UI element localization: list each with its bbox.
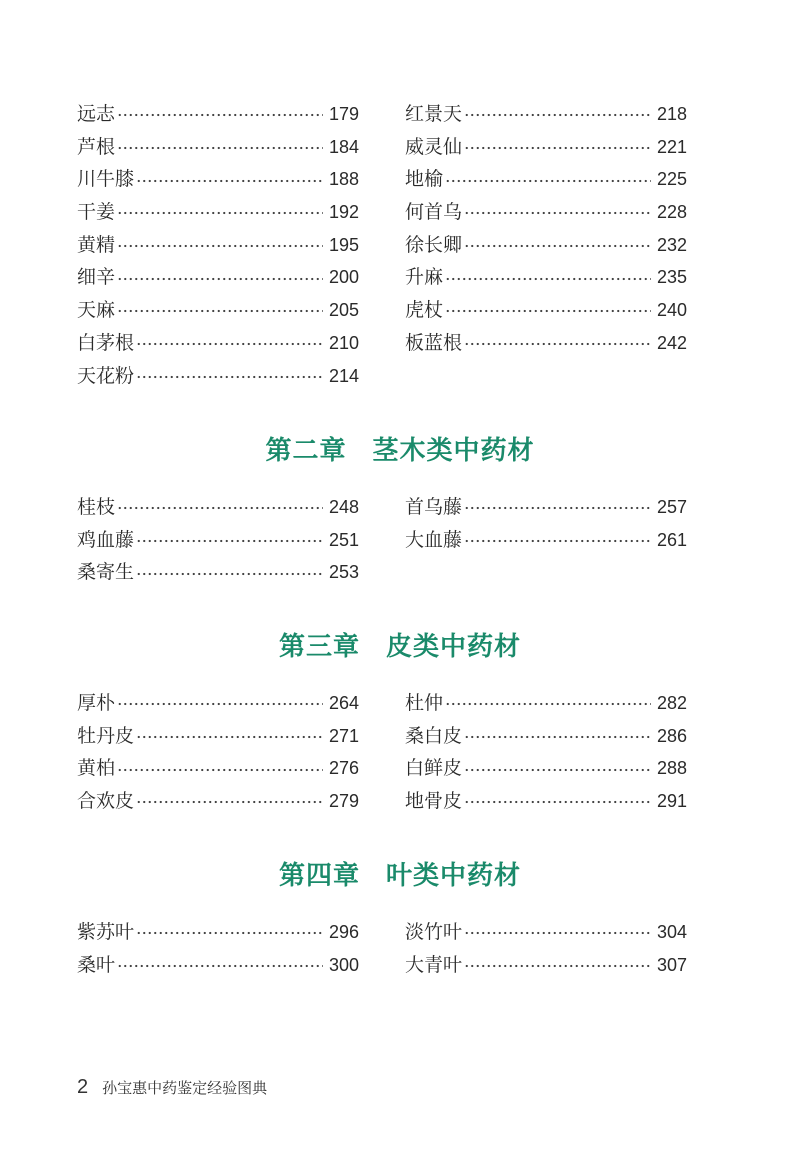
toc-entry[interactable] [405, 230, 687, 263]
toc-entry[interactable] [77, 917, 359, 950]
toc-entry-name: 合欢皮 [77, 790, 135, 813]
toc-entry[interactable] [77, 688, 359, 721]
toc-entry-name: 杜仲 [405, 692, 444, 714]
chapter-heading-2[interactable] [0, 430, 800, 467]
dot-leader [136, 375, 323, 379]
toc-entry-name: 桑叶 [77, 953, 116, 976]
toc-entry-name: 白茅根 [77, 331, 135, 354]
dot-leader [117, 146, 323, 150]
toc-entry-name: 地骨皮 [405, 790, 463, 813]
toc-entry-name: 何首乌 [405, 201, 463, 224]
toc-entry-page: 296 [328, 922, 359, 942]
toc-entry-page: 271 [328, 725, 359, 746]
toc-entry-name: 厚朴 [77, 692, 116, 714]
toc-entry[interactable] [77, 132, 359, 165]
toc-entry-name: 白鲜皮 [405, 757, 463, 780]
dot-leader [464, 800, 651, 804]
toc-entry-page: 264 [328, 693, 359, 713]
toc-entry[interactable] [77, 230, 359, 263]
chapter-heading-3[interactable] [0, 626, 800, 663]
footer-book-title: 孙宝惠中药鉴定经验图典 [102, 1079, 268, 1097]
dot-leader [464, 735, 651, 739]
dot-leader [464, 342, 651, 346]
chapter-title: 皮类中药材 [386, 632, 522, 662]
toc-entry[interactable] [405, 492, 687, 525]
toc-entry[interactable] [405, 525, 687, 558]
dot-leader [117, 309, 323, 313]
dot-leader [136, 800, 323, 804]
toc-entry-page: 257 [656, 497, 687, 517]
toc-entry[interactable] [77, 492, 359, 525]
toc-entry-page: 307 [656, 954, 687, 975]
toc-column-right [405, 688, 687, 819]
toc-entry-page: 195 [328, 234, 359, 255]
dot-leader [445, 702, 651, 706]
toc-entry[interactable] [77, 786, 359, 819]
dot-leader [464, 964, 651, 968]
toc-entry-page: 240 [656, 300, 687, 321]
dot-leader [464, 506, 651, 510]
toc-entry[interactable] [405, 295, 687, 328]
dot-leader [464, 931, 651, 935]
toc-column-right [405, 492, 687, 590]
dot-leader [117, 768, 323, 772]
toc-entry-page: 282 [656, 693, 687, 713]
toc-entry-page: 304 [656, 922, 687, 942]
toc-entry-name: 桑白皮 [405, 724, 463, 747]
toc-entry-name: 虎杖 [405, 299, 444, 322]
dot-leader [136, 931, 323, 935]
toc-column-right [405, 99, 687, 393]
toc-entry-name: 大青叶 [405, 953, 463, 976]
toc-entry-page: 242 [656, 332, 687, 353]
toc-entry-name: 黄柏 [77, 757, 116, 780]
toc-entry[interactable] [405, 753, 687, 786]
toc-entry-name: 大血藤 [405, 528, 463, 551]
toc-entry[interactable] [77, 328, 359, 361]
toc-entry[interactable] [77, 295, 359, 328]
toc-entry-name: 远志 [77, 103, 116, 125]
toc-entry-name: 天麻 [77, 299, 116, 322]
toc-entry[interactable] [405, 99, 687, 132]
toc-entry[interactable] [405, 262, 687, 295]
dot-leader [464, 539, 651, 543]
toc-entry-page: 279 [328, 791, 359, 812]
dot-leader [117, 506, 323, 510]
toc-entry-page: 218 [656, 104, 687, 124]
toc-entry[interactable] [77, 164, 359, 197]
toc-entry-name: 桑寄生 [77, 561, 135, 584]
toc-entry-page: 225 [656, 169, 687, 190]
toc-entry-name: 细辛 [77, 266, 116, 289]
toc-entry[interactable] [405, 328, 687, 361]
dot-leader [117, 702, 323, 706]
dot-leader [464, 211, 651, 215]
toc-column-right [405, 917, 687, 982]
toc-entry-name: 川牛膝 [77, 168, 135, 191]
toc-entry-name: 干姜 [77, 201, 116, 224]
toc-entry-name: 威灵仙 [405, 135, 463, 158]
toc-section-bark [77, 688, 687, 819]
dot-leader [117, 211, 323, 215]
dot-leader [117, 277, 323, 281]
toc-entry-page: 232 [656, 234, 687, 255]
toc-column-left [77, 688, 359, 819]
toc-entry[interactable] [77, 753, 359, 786]
toc-entry-page: 276 [328, 758, 359, 779]
chapter-heading-4[interactable] [0, 855, 800, 892]
toc-entry-page: 188 [328, 169, 359, 190]
toc-entry[interactable] [77, 721, 359, 754]
dot-leader [117, 113, 323, 117]
toc-entry-name: 淡竹叶 [405, 921, 463, 943]
dot-leader [136, 179, 323, 183]
toc-section-root-herbs [77, 99, 687, 393]
toc-entry[interactable] [405, 132, 687, 165]
dot-leader [464, 244, 651, 248]
toc-entry[interactable] [405, 917, 687, 950]
dot-leader [445, 277, 651, 281]
toc-entry-name: 紫苏叶 [77, 921, 135, 943]
dot-leader [445, 179, 651, 183]
toc-column-left [77, 99, 359, 393]
toc-entry-page: 179 [328, 104, 359, 124]
toc-column-left [77, 492, 359, 590]
toc-entry-page: 251 [328, 529, 359, 550]
page-footer [77, 1076, 267, 1099]
toc-entry-page: 184 [328, 136, 359, 157]
dot-leader [464, 146, 651, 150]
toc-column-left [77, 917, 359, 982]
toc-entry-page: 253 [328, 562, 359, 583]
dot-leader [445, 309, 651, 313]
toc-entry-page: 286 [656, 725, 687, 746]
toc-entry-name: 板蓝根 [405, 331, 463, 354]
toc-entry[interactable] [405, 688, 687, 721]
toc-entry-name: 地榆 [405, 168, 444, 191]
toc-entry-page: 291 [656, 791, 687, 812]
toc-entry-name: 徐长卿 [405, 233, 463, 256]
toc-entry[interactable] [405, 786, 687, 819]
toc-entry[interactable] [405, 721, 687, 754]
toc-entry-name: 升麻 [405, 266, 444, 289]
toc-entry[interactable] [77, 99, 359, 132]
toc-entry-page: 200 [328, 267, 359, 288]
dot-leader [136, 342, 323, 346]
toc-entry-page: 192 [328, 202, 359, 223]
toc-entry-name: 红景天 [405, 103, 463, 125]
toc-entry-page: 214 [328, 365, 359, 386]
toc-entry-page: 221 [656, 136, 687, 157]
dot-leader [136, 572, 323, 576]
toc-entry-name: 牡丹皮 [77, 724, 135, 747]
toc-entry-page: 205 [328, 300, 359, 321]
toc-entry-page: 210 [328, 332, 359, 353]
dot-leader [464, 113, 651, 117]
toc-entry[interactable] [77, 361, 359, 394]
chapter-title: 茎木类中药材 [372, 436, 535, 466]
toc-entry[interactable] [77, 197, 359, 230]
chapter-title: 叶类中药材 [386, 861, 522, 891]
toc-entry[interactable] [77, 262, 359, 295]
toc-entry-name: 黄精 [77, 233, 116, 256]
toc-entry[interactable] [405, 164, 687, 197]
dot-leader [117, 964, 323, 968]
footer-page-number: 2 [77, 1076, 89, 1098]
dot-leader [117, 244, 323, 248]
toc-section-leaf [77, 917, 687, 982]
toc-entry-page: 261 [656, 529, 687, 550]
toc-entry-page: 288 [656, 758, 687, 779]
dot-leader [464, 768, 651, 772]
toc-entry-name: 首乌藤 [405, 496, 463, 518]
toc-entry-page: 228 [656, 202, 687, 223]
chapter-number: 第二章 [265, 436, 347, 466]
dot-leader [136, 539, 323, 543]
toc-section-stem-wood [77, 492, 687, 590]
toc-entry-page: 248 [328, 497, 359, 517]
toc-entry[interactable] [77, 950, 359, 983]
toc-entry-page: 300 [328, 954, 359, 975]
toc-entry[interactable] [405, 197, 687, 230]
toc-entry-name: 芦根 [77, 135, 116, 158]
toc-entry-name: 天花粉 [77, 364, 135, 387]
chapter-number: 第三章 [278, 632, 360, 662]
chapter-number: 第四章 [278, 861, 360, 891]
toc-entry-name: 桂枝 [77, 496, 116, 518]
toc-entry-page: 235 [656, 267, 687, 288]
toc-entry[interactable] [405, 950, 687, 983]
toc-entry[interactable] [77, 525, 359, 558]
dot-leader [136, 735, 323, 739]
toc-entry[interactable] [77, 557, 359, 590]
toc-entry-name: 鸡血藤 [77, 528, 135, 551]
